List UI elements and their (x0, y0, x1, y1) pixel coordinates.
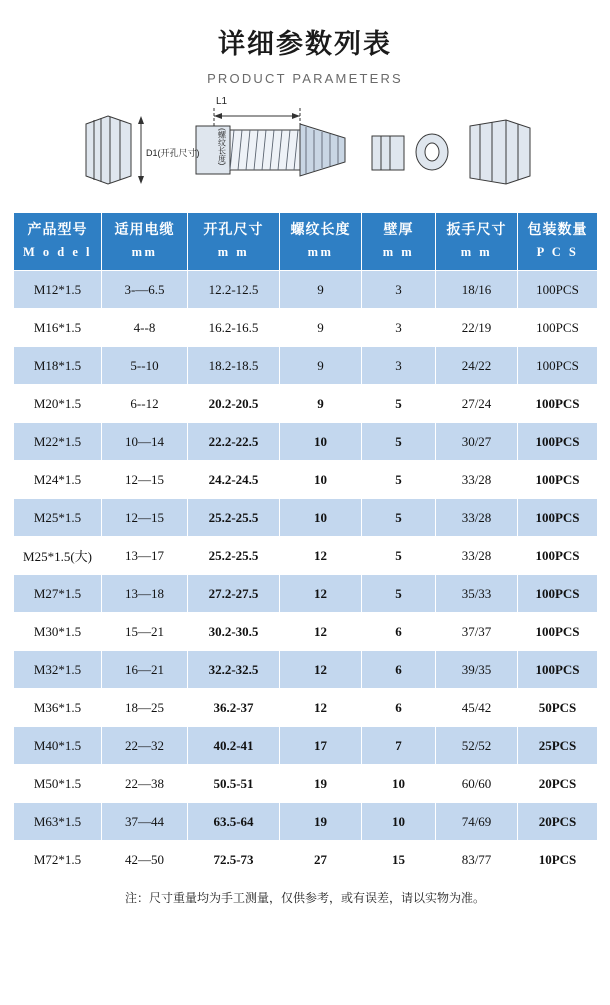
table-row (14, 423, 598, 461)
table-header (14, 213, 598, 271)
table-cell: 37—44 (102, 803, 188, 841)
table-cell: 5 (362, 575, 436, 613)
column-header-cable (102, 213, 188, 271)
table-cell: 15 (362, 841, 436, 879)
table-cell: 63.5-64 (188, 803, 280, 841)
diagram-label-l1-note: (螺纹长度) (217, 128, 227, 166)
table-cell: 50PCS (518, 689, 598, 727)
title-block (0, 0, 610, 86)
table-cell: 37/37 (436, 613, 518, 651)
table-cell: 3 (362, 347, 436, 385)
table-cell: 12.2-12.5 (188, 271, 280, 309)
table-header-row (14, 213, 598, 271)
table-cell: 17 (280, 727, 362, 765)
table-cell: M36*1.5 (14, 689, 102, 727)
page-subtitle: PRODUCT PARAMETERS (207, 71, 403, 86)
table-cell: 12 (280, 651, 362, 689)
table-cell: 10 (362, 765, 436, 803)
table-cell: 20PCS (518, 803, 598, 841)
table-row (14, 537, 598, 575)
column-header-model (14, 213, 102, 271)
table-cell: 33/28 (436, 461, 518, 499)
table-cell: M40*1.5 (14, 727, 102, 765)
table-cell: 12 (280, 689, 362, 727)
table-row (14, 499, 598, 537)
table-cell: 6 (362, 689, 436, 727)
table-cell: 9 (280, 309, 362, 347)
column-header-package (518, 213, 598, 271)
table-cell: 3 (362, 309, 436, 347)
table-cell: M16*1.5 (14, 309, 102, 347)
table-cell: M32*1.5 (14, 651, 102, 689)
column-header-model-en: M o d e l (22, 245, 93, 259)
table-cell: 35/33 (436, 575, 518, 613)
table-cell: 20PCS (518, 765, 598, 803)
table-cell: 100PCS (518, 347, 598, 385)
column-header-wall-en: m m (382, 245, 415, 259)
table-cell: 18—25 (102, 689, 188, 727)
table-row (14, 651, 598, 689)
table-cell: M63*1.5 (14, 803, 102, 841)
table-cell: 33/28 (436, 537, 518, 575)
parameters-table (13, 212, 598, 879)
table-cell: 12 (280, 537, 362, 575)
footnote: 注：尺寸重量均为手工测量，仅供参考，或有误差，请以实物为准。 (124, 891, 485, 905)
table-cell: 5 (362, 423, 436, 461)
table-cell: 24.2-24.5 (188, 461, 280, 499)
table-cell: M20*1.5 (14, 385, 102, 423)
table-cell: 12 (280, 575, 362, 613)
column-header-wall-cn: 壁厚 (383, 223, 414, 239)
table-row (14, 727, 598, 765)
table-cell: 72.5-73 (188, 841, 280, 879)
table-cell: 100PCS (518, 461, 598, 499)
column-header-thread (280, 213, 362, 271)
table-cell: 5 (362, 461, 436, 499)
table-cell: 6 (362, 613, 436, 651)
table-cell: 3-—6.5 (102, 271, 188, 309)
table-cell: M72*1.5 (14, 841, 102, 879)
table-cell: 6 (362, 651, 436, 689)
table-cell: 100PCS (518, 575, 598, 613)
table-cell: 10 (362, 803, 436, 841)
table-row (14, 309, 598, 347)
table-cell: 24/22 (436, 347, 518, 385)
column-header-model-cn: 产品型号 (27, 223, 88, 239)
table-cell: M27*1.5 (14, 575, 102, 613)
table-cell: 40.2-41 (188, 727, 280, 765)
column-header-wrench (436, 213, 518, 271)
table-cell: 19 (280, 765, 362, 803)
table-cell: 27 (280, 841, 362, 879)
table-cell: 100PCS (518, 613, 598, 651)
table-cell: M30*1.5 (14, 613, 102, 651)
table-cell: 5 (362, 499, 436, 537)
table-cell: M50*1.5 (14, 765, 102, 803)
table-cell: 25.2-25.5 (188, 537, 280, 575)
table-row (14, 385, 598, 423)
table-cell: 13—17 (102, 537, 188, 575)
table-row (14, 841, 598, 879)
table-row (14, 613, 598, 651)
table-cell: 16—21 (102, 651, 188, 689)
table-cell: 13—18 (102, 575, 188, 613)
table-row (14, 803, 598, 841)
table-cell: 100PCS (518, 385, 598, 423)
table-cell: M25*1.5 (14, 499, 102, 537)
table-row (14, 689, 598, 727)
table-cell: 27.2-27.5 (188, 575, 280, 613)
table-cell: 74/69 (436, 803, 518, 841)
table-cell: 4--8 (102, 309, 188, 347)
table-cell: 100PCS (518, 537, 598, 575)
diagram-label-l1: L1 (216, 96, 228, 107)
table-cell: 22—32 (102, 727, 188, 765)
table-cell: 6--12 (102, 385, 188, 423)
table-cell: 5 (362, 537, 436, 575)
table-cell: 100PCS (518, 499, 598, 537)
table-cell: 16.2-16.5 (188, 309, 280, 347)
column-header-cable-cn: 适用电缆 (114, 223, 175, 239)
column-header-cable-en: mm (131, 245, 158, 259)
table-cell: 60/60 (436, 765, 518, 803)
table-cell: M24*1.5 (14, 461, 102, 499)
table-cell: M25*1.5(大) (14, 537, 102, 575)
table-cell: 100PCS (518, 651, 598, 689)
column-header-wall (362, 213, 436, 271)
table-cell: M12*1.5 (14, 271, 102, 309)
table-cell: 25.2-25.5 (188, 499, 280, 537)
column-header-hole-cn: 开孔尺寸 (203, 223, 264, 239)
table-row (14, 575, 598, 613)
diagram-label-d1: D1(开孔尺寸) (146, 148, 200, 158)
column-header-hole-en: m m (217, 245, 250, 259)
table-cell: 3 (362, 271, 436, 309)
column-header-package-cn: 包装数量 (527, 223, 588, 239)
table-body (14, 271, 598, 879)
table-cell: 25PCS (518, 727, 598, 765)
table-cell: 42—50 (102, 841, 188, 879)
column-header-wrench-en: m m (460, 245, 493, 259)
page-title: 详细参数列表 (218, 29, 392, 59)
table-cell: 22/19 (436, 309, 518, 347)
table-cell: 83/77 (436, 841, 518, 879)
table-cell: 39/35 (436, 651, 518, 689)
table-cell: 12—15 (102, 461, 188, 499)
column-header-hole (188, 213, 280, 271)
table-cell: 32.2-32.5 (188, 651, 280, 689)
column-header-thread-cn: 螺纹长度 (290, 223, 351, 239)
table-row (14, 271, 598, 309)
table-cell: 5 (362, 385, 436, 423)
table-row (14, 347, 598, 385)
table-cell: 100PCS (518, 309, 598, 347)
table-cell: 30/27 (436, 423, 518, 461)
table-cell: 100PCS (518, 271, 598, 309)
table-cell: 52/52 (436, 727, 518, 765)
table-cell: 33/28 (436, 499, 518, 537)
table-cell: 5--10 (102, 347, 188, 385)
table-cell: 45/42 (436, 689, 518, 727)
table-row (14, 765, 598, 803)
table-cell: 12—15 (102, 499, 188, 537)
table-cell: 10 (280, 499, 362, 537)
table-cell: M18*1.5 (14, 347, 102, 385)
table-cell: 12 (280, 613, 362, 651)
table-cell: 7 (362, 727, 436, 765)
table-cell: 36.2-37 (188, 689, 280, 727)
table-cell: 20.2-20.5 (188, 385, 280, 423)
product-diagram (0, 94, 610, 204)
table-cell: 18.2-18.5 (188, 347, 280, 385)
table-cell: 50.5-51 (188, 765, 280, 803)
table-cell: 22.2-22.5 (188, 423, 280, 461)
table-row (14, 461, 598, 499)
column-header-package-en: P C S (536, 245, 579, 259)
table-cell: 10—14 (102, 423, 188, 461)
table-cell: 27/24 (436, 385, 518, 423)
table-cell: 10PCS (518, 841, 598, 879)
table-cell: 10 (280, 461, 362, 499)
table-cell: 22—38 (102, 765, 188, 803)
table-cell: 9 (280, 347, 362, 385)
table-cell: M22*1.5 (14, 423, 102, 461)
table-cell: 100PCS (518, 423, 598, 461)
table-cell: 30.2-30.5 (188, 613, 280, 651)
table-cell: 18/16 (436, 271, 518, 309)
column-header-thread-en: mm (307, 245, 334, 259)
table-cell: 15—21 (102, 613, 188, 651)
table-cell: 9 (280, 385, 362, 423)
table-cell: 9 (280, 271, 362, 309)
column-header-wrench-cn: 扳手尺寸 (446, 223, 507, 239)
table-cell: 10 (280, 423, 362, 461)
table-cell: 19 (280, 803, 362, 841)
